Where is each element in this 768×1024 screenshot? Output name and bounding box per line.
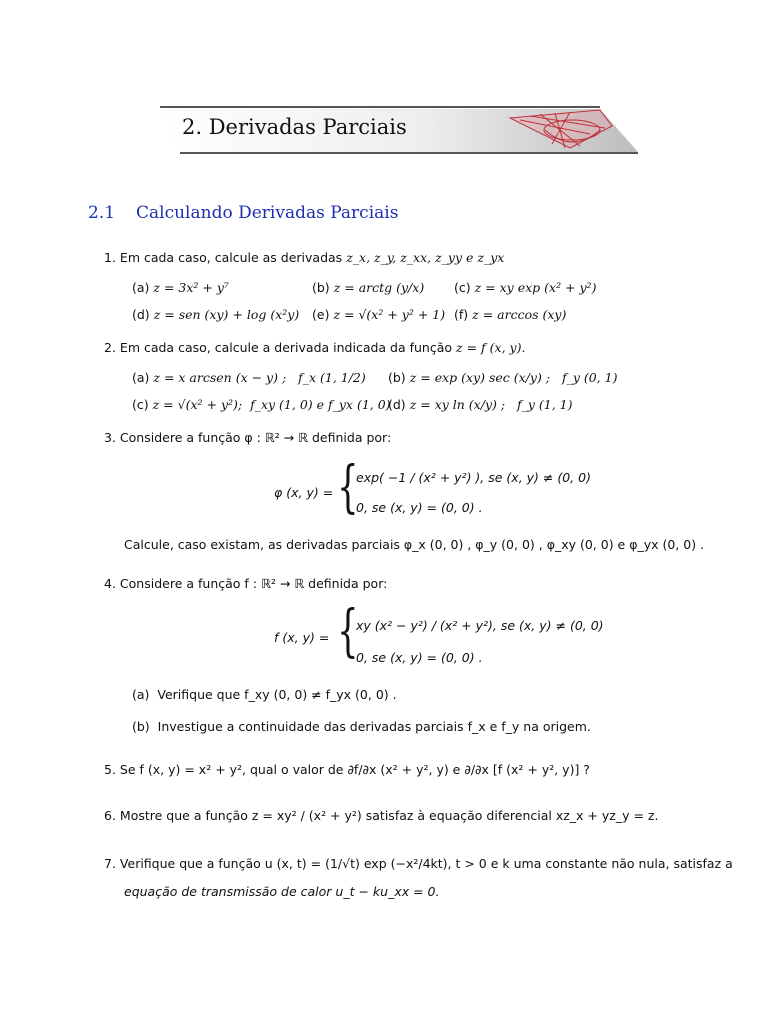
problem-6: 6. Mostre que a função z = xy² / (x² + y²) satisfaz à equação diferencial xz_x + yz_y = z. xyxy=(104,808,659,823)
list-item: (b) z = exp (xy) sec (x/y) ; f_y (0, 1) xyxy=(388,370,618,385)
list-item: (c) z = √(x² + y²); f_xy (1, 0) e f_yx (1, 0) xyxy=(132,397,391,412)
list-item: (f) z = arccos (xy) xyxy=(454,307,567,322)
chapter-banner xyxy=(160,104,638,156)
section-heading xyxy=(88,203,398,223)
list-item: (b) Investigue a continuidade das derivadas parciais f_x e f_y na origem. xyxy=(132,719,591,734)
list-item: (c) z = xy exp (x² + y²) xyxy=(454,280,597,295)
section-number: 2.1 xyxy=(88,203,116,223)
case-2: 0, se (x, y) = (0, 0) . xyxy=(356,650,483,665)
problem-5: 5. Se f (x, y) = x² + y², qual o valor de ∂f/∂x (x² + y², y) e ∂/∂x [f (x² + y², y)] ? xyxy=(104,762,590,777)
chapter-title: 2. Derivadas Parciais xyxy=(182,115,407,139)
case-1: xy (x² − y²) / (x² + y²), se (x, y) ≠ (0, 0) xyxy=(356,618,604,633)
list-item: (a) z = x arcsen (x − y) ; f_x (1, 1/2) xyxy=(132,370,366,385)
problem-4: 4. Considere a função f : ℝ² → ℝ definida por: xyxy=(104,576,388,591)
case-1: exp( −1 / (x² + y²) ), se (x, y) ≠ (0, 0) xyxy=(356,470,591,485)
brace: { xyxy=(337,455,359,520)
problem-vars: z_x, z_y, z_xx, z_yy e z_yx xyxy=(346,250,505,265)
problem-3: 3. Considere a função φ : ℝ² → ℝ definida por: xyxy=(104,430,392,445)
case-2: 0, se (x, y) = (0, 0) . xyxy=(356,500,483,515)
brace: { xyxy=(337,599,359,664)
list-item: (e) z = √(x² + y² + 1) xyxy=(312,307,446,322)
function-lhs: f (x, y) = xyxy=(274,630,330,645)
section-title: Calculando Derivadas Parciais xyxy=(136,203,399,223)
problem-text: Em cada caso, calcule as derivadas xyxy=(119,250,343,265)
problem-1 xyxy=(104,250,504,265)
problem-3-followup: Calcule, caso existam, as derivadas parciais φ_x (0, 0) , φ_y (0, 0) , φ_xy (0, 0) e φ_yx (0, 0) . xyxy=(124,537,705,552)
function-lhs: φ (x, y) = xyxy=(274,485,334,500)
problem-2: 2. Em cada caso, calcule a derivada indicada da função z = f (x, y). xyxy=(104,340,526,355)
list-item: (a) Verifique que f_xy (0, 0) ≠ f_yx (0, 0) . xyxy=(132,687,397,702)
list-item: (d) z = sen (xy) + log (x²y) xyxy=(132,307,300,322)
problem-number: 1. xyxy=(104,250,116,265)
problem-7: 7. Verifique que a função u (x, t) = (1/√t) exp (−x²/4kt), t > 0 e k uma constante não nula, satisfaz a xyxy=(104,856,733,871)
problem-7-continuation: equação de transmissão de calor u_t − ku_xx = 0. xyxy=(124,884,440,899)
list-item: (a) z = 3x² + y⁷ xyxy=(132,280,229,295)
list-item: (d) z = xy ln (x/y) ; f_y (1, 1) xyxy=(388,397,573,412)
list-item: (b) z = arctg (y/x) xyxy=(312,280,425,295)
